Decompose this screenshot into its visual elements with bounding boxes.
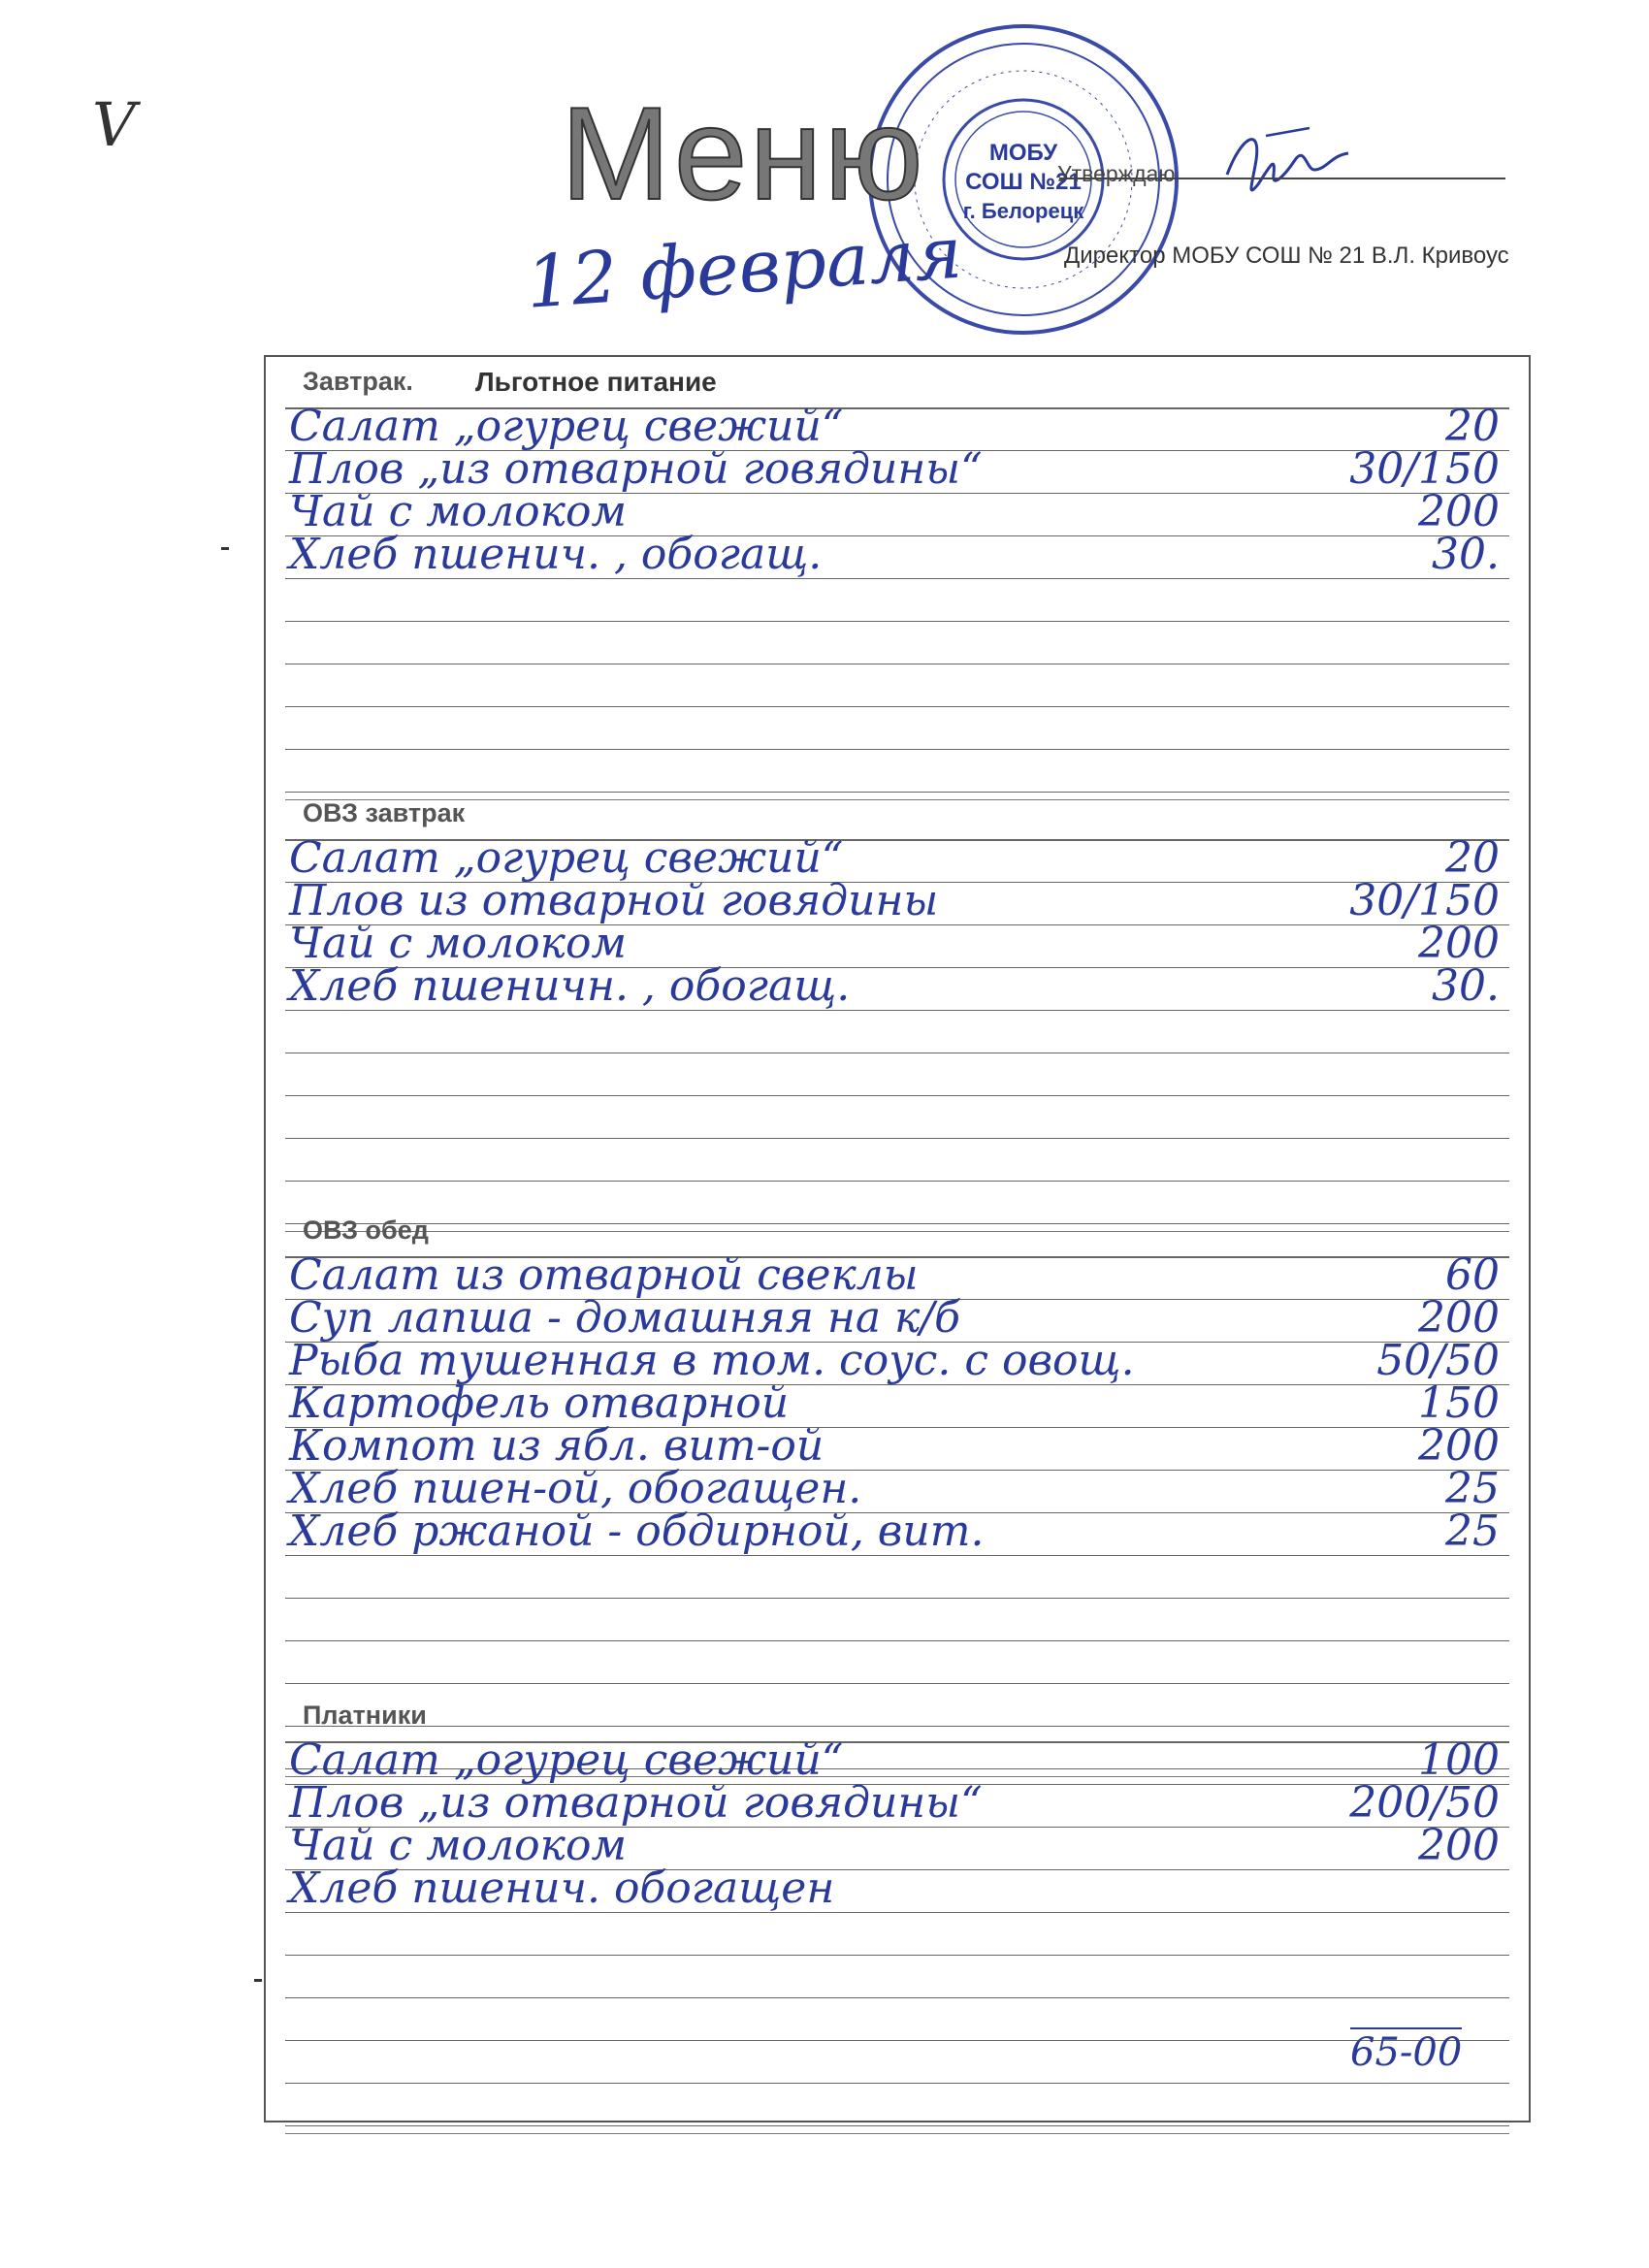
menu-item-name: Рыба тушенная в том. соус. с овощ.	[289, 1336, 1135, 1385]
menu-item-name: Хлеб пшенич. обогащен	[289, 1863, 835, 1913]
director-signature	[1217, 116, 1353, 209]
menu-item-qty: 200	[1418, 919, 1500, 968]
menu-form	[264, 355, 1531, 2122]
menu-item-qty: 30.	[1432, 530, 1500, 579]
check-mark: V	[92, 89, 136, 160]
director-line: Директор МОБУ СОШ № 21 В.Л. Кривоус	[1064, 243, 1509, 269]
menu-item-qty: 50/50	[1376, 1336, 1500, 1385]
menu-item-name: Чай с молоком	[289, 919, 627, 968]
ruled-line	[285, 1138, 1509, 1139]
ruled-line	[285, 749, 1509, 750]
section-title: ОВЗ обед	[303, 1215, 429, 1245]
ruled-line	[285, 2083, 1509, 2084]
ruled-line	[285, 1095, 1509, 1096]
ruled-line	[285, 1640, 1509, 1641]
menu-item-qty: 60	[1445, 1250, 1500, 1300]
menu-item-qty: 30.	[1432, 961, 1500, 1011]
menu-item-name: Чай с молоком	[289, 1821, 627, 1870]
menu-item-qty: 25	[1445, 1464, 1500, 1513]
menu-item-name: Плов из отварной говядины	[289, 876, 939, 925]
stray-mark	[254, 1979, 262, 1982]
stamp-line2: СОШ №21	[965, 169, 1082, 195]
ruled-line	[285, 706, 1509, 707]
ruled-line	[285, 1955, 1509, 1956]
total-amount: 65-00	[1350, 2027, 1462, 2072]
menu-item-qty: 200	[1418, 1821, 1500, 1870]
menu-item-qty: 200/50	[1349, 1778, 1500, 1828]
section-subtitle: Льготное питание	[475, 367, 717, 397]
menu-item-qty: 30/150	[1349, 876, 1500, 925]
menu-item-qty: 30/150	[1349, 444, 1500, 494]
menu-item-qty: 20	[1445, 402, 1500, 451]
approve-label: Утверждаю	[1057, 161, 1176, 186]
menu-section	[285, 789, 1509, 1232]
menu-section	[285, 357, 1509, 800]
menu-item-name: Хлеб ржаной - обдирной, вит.	[289, 1507, 985, 1556]
stamp-line3: г. Белорецк	[962, 199, 1084, 223]
menu-item-name: Хлеб пшен-ой, обогащен.	[289, 1464, 862, 1513]
date-handwritten: 12 февраля	[523, 211, 965, 325]
menu-item-name: Хлеб пшенич. , обогащ.	[289, 530, 823, 579]
menu-item-name: Плов „из отварной говядины“	[289, 1778, 983, 1828]
ruled-line	[285, 1997, 1509, 1998]
ruled-line	[285, 1598, 1509, 1599]
menu-item-qty: 200	[1418, 1293, 1500, 1343]
menu-section	[285, 1691, 1509, 2134]
menu-item-qty: 200	[1418, 487, 1500, 536]
menu-item-name: Хлеб пшеничн. , обогащ.	[289, 961, 851, 1011]
menu-item-name: Салат „огурец свежий“	[289, 402, 844, 451]
menu-item-name: Суп лапша - домашняя на к/б	[289, 1293, 961, 1343]
menu-item-qty: 25	[1445, 1507, 1500, 1556]
page-title: Меню	[561, 80, 925, 227]
section-title: ОВЗ завтрак	[303, 798, 466, 827]
menu-item-name: Салат „огурец свежий“	[289, 1735, 844, 1785]
ruled-line	[285, 2040, 1509, 2041]
section-title: Завтрак.	[303, 367, 413, 396]
stamp-line1: МОБУ	[988, 140, 1058, 166]
section-title: Платники	[303, 1701, 427, 1730]
menu-item-qty: 20	[1445, 833, 1500, 883]
menu-item-name: Компот из ябл. вит-ой	[289, 1421, 824, 1471]
ruled-line	[285, 1683, 1509, 1684]
menu-item-name: Чай с молоком	[289, 487, 627, 536]
menu-item-qty: 100	[1418, 1735, 1500, 1785]
menu-item-name: Салат из отварной свеклы	[289, 1250, 919, 1300]
menu-item-name: Картофель отварной	[289, 1378, 790, 1428]
ruled-line	[285, 621, 1509, 622]
ruled-line	[285, 1181, 1509, 1182]
menu-item-name: Салат „огурец свежий“	[289, 833, 844, 883]
stray-mark	[221, 547, 229, 550]
approve-signature-line	[1059, 178, 1505, 179]
ruled-line	[285, 2125, 1509, 2126]
menu-item-qty: 200	[1418, 1421, 1500, 1471]
menu-item-qty: 150	[1418, 1378, 1500, 1428]
menu-item-name: Плов „из отварной говядины“	[289, 444, 983, 494]
